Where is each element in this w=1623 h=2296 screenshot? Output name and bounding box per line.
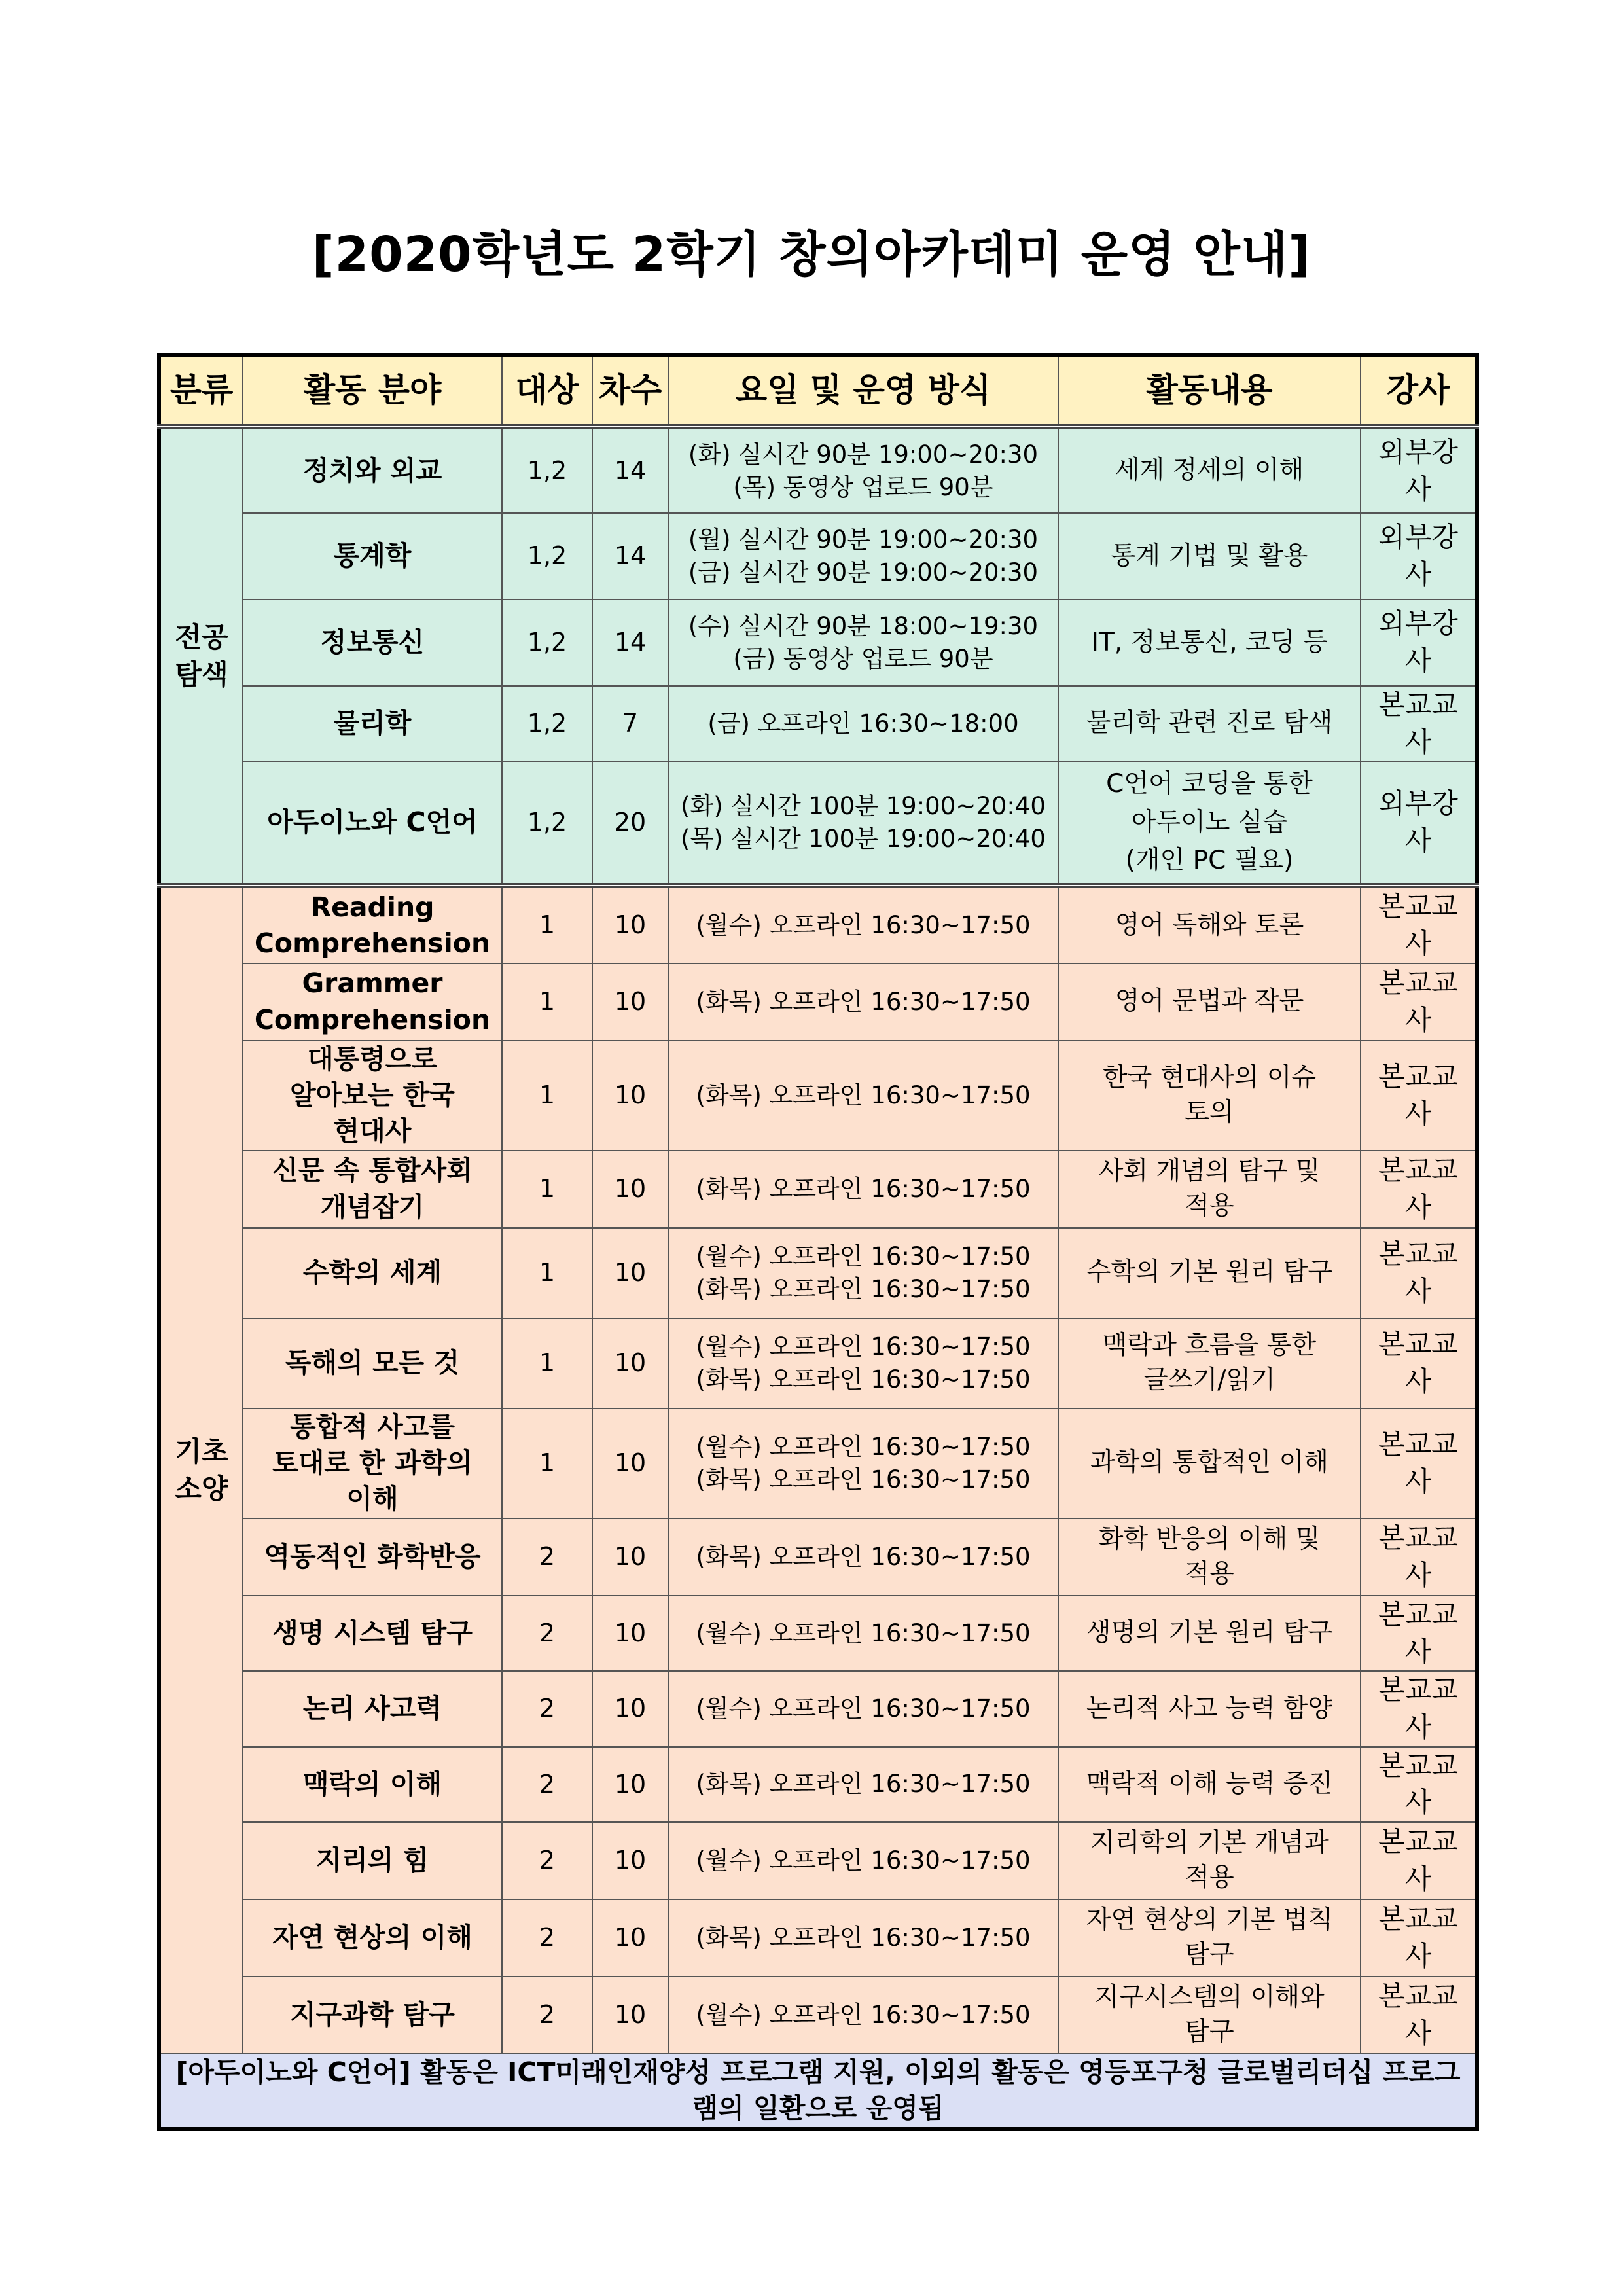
content-cell — [1058, 1977, 1361, 2054]
sessions-cell: 10 — [592, 1977, 668, 2054]
field-cell — [243, 1671, 502, 1746]
instructor-cell: 본교교사 — [1361, 886, 1477, 963]
schedule-cell — [668, 1318, 1058, 1408]
field-cell — [243, 513, 502, 600]
field-line: 물리학 — [333, 708, 412, 740]
field-cell — [243, 686, 502, 761]
target-cell: 1,2 — [502, 513, 592, 600]
instructor-cell: 본교교사 — [1361, 1899, 1477, 1977]
sessions-cell: 10 — [592, 1151, 668, 1228]
category-label: 기초 — [175, 1435, 228, 1468]
field-cell — [243, 761, 502, 886]
field-cell — [243, 963, 502, 1041]
schedule-line: (수) 실시간 90분 18:00~19:30 — [688, 612, 1039, 641]
field-line: 현대사 — [333, 1115, 412, 1147]
field-line: Grammer — [302, 967, 443, 999]
page-title: [2020학년도 2학기 창의아카데미 운영 안내] — [312, 226, 1311, 283]
schedule-line: (금) 실시간 90분 19:00~20:30 — [688, 558, 1039, 586]
content-line: 과학의 통합적인 이해 — [1090, 1448, 1329, 1478]
instructor-cell: 본교교사 — [1361, 963, 1477, 1041]
content-cell — [1058, 1822, 1361, 1899]
content-line: 수학의 기본 원리 탐구 — [1086, 1257, 1333, 1287]
content-line: 물리학 관련 진로 탐색 — [1086, 708, 1333, 738]
header-target: 대상 — [502, 355, 592, 427]
table-row — [159, 600, 1477, 686]
field-cell — [243, 1899, 502, 1977]
content-line: 지리학의 기본 개념과 — [1090, 1828, 1329, 1858]
schedule-line: (금) 오프라인 16:30~18:00 — [707, 709, 1019, 738]
field-cell — [243, 1318, 502, 1408]
schedule-cell — [668, 1899, 1058, 1977]
content-cell — [1058, 1518, 1361, 1596]
sessions-cell: 7 — [592, 686, 668, 761]
field-cell — [243, 1151, 502, 1228]
instructor-cell: 본교교사 — [1361, 686, 1477, 761]
target-cell: 2 — [502, 1822, 592, 1899]
target-cell: 2 — [502, 1596, 592, 1671]
instructor-cell: 본교교사 — [1361, 1977, 1477, 2054]
table-row — [159, 1041, 1477, 1151]
table-row — [159, 1408, 1477, 1518]
sessions-cell: 14 — [592, 513, 668, 600]
target-cell: 1,2 — [502, 686, 592, 761]
field-line: 통계학 — [333, 540, 412, 572]
target-cell: 1 — [502, 1318, 592, 1408]
table-row — [159, 1596, 1477, 1671]
content-line: 영어 독해와 토론 — [1115, 910, 1304, 940]
field-line: 수학의 세계 — [302, 1257, 442, 1289]
content-line: 적용 — [1185, 1191, 1234, 1221]
sessions-cell: 10 — [592, 1041, 668, 1151]
schedule-line: (월수) 오프라인 16:30~17:50 — [696, 1242, 1031, 1270]
content-cell — [1058, 963, 1361, 1041]
content-line: 영어 문법과 작문 — [1115, 986, 1304, 1016]
content-line: 글쓰기/읽기 — [1143, 1365, 1275, 1395]
field-line: 역동적인 화학반응 — [264, 1541, 481, 1573]
target-cell: 1 — [502, 1151, 592, 1228]
schedule-cell — [668, 1822, 1058, 1899]
field-line: 토대로 한 과학의 — [272, 1447, 473, 1479]
header-sessions: 차수 — [592, 355, 668, 427]
schedule-line: (금) 동영상 업로드 90분 — [733, 645, 993, 673]
content-cell — [1058, 1151, 1361, 1228]
instructor-cell: 외부강사 — [1361, 761, 1477, 886]
sessions-cell: 10 — [592, 1747, 668, 1822]
content-line: 통계 기법 및 활용 — [1111, 541, 1308, 571]
field-cell — [243, 1747, 502, 1822]
schedule-cell — [668, 1408, 1058, 1518]
table-row — [159, 1899, 1477, 1977]
instructor-cell: 본교교사 — [1361, 1518, 1477, 1596]
content-cell — [1058, 1671, 1361, 1746]
content-line: 논리적 사고 능력 함양 — [1086, 1693, 1333, 1723]
category-major — [159, 427, 243, 886]
schedule-cell — [668, 1518, 1058, 1596]
target-cell: 2 — [502, 1518, 592, 1596]
schedule-line: (월수) 오프라인 16:30~17:50 — [696, 1432, 1031, 1461]
content-line: 화학 반응의 이해 및 — [1098, 1524, 1321, 1554]
content-line: 적용 — [1185, 1558, 1234, 1588]
content-line: 아두이노 실습 — [1131, 807, 1288, 837]
target-cell: 1 — [502, 963, 592, 1041]
table-row — [159, 963, 1477, 1041]
field-line: 논리 사고력 — [302, 1693, 442, 1725]
schedule-line: (화목) 오프라인 16:30~17:50 — [696, 1770, 1031, 1799]
schedule-cell — [668, 427, 1058, 513]
field-cell — [243, 1518, 502, 1596]
table-row — [159, 1151, 1477, 1228]
field-line: Comprehension — [254, 927, 491, 960]
schedule-cell — [668, 1747, 1058, 1822]
sessions-cell: 10 — [592, 1671, 668, 1746]
schedule-line: (화목) 오프라인 16:30~17:50 — [696, 1923, 1031, 1952]
category-label: 소양 — [175, 1473, 228, 1505]
target-cell: 1 — [502, 886, 592, 963]
field-cell — [243, 1041, 502, 1151]
content-line: 토의 — [1185, 1097, 1234, 1127]
instructor-cell: 본교교사 — [1361, 1318, 1477, 1408]
target-cell: 1,2 — [502, 600, 592, 686]
schedule-line: (화목) 오프라인 16:30~17:50 — [696, 987, 1031, 1016]
sessions-cell: 10 — [592, 886, 668, 963]
schedule-cell — [668, 886, 1058, 963]
note-row — [159, 2054, 1477, 2129]
schedule-cell — [668, 1977, 1058, 2054]
program-table — [157, 353, 1479, 2131]
field-line: 신문 속 통합사회 — [272, 1155, 473, 1187]
schedule-cell — [668, 1671, 1058, 1746]
field-line: 개념잡기 — [320, 1191, 425, 1223]
sessions-cell: 10 — [592, 1822, 668, 1899]
content-cell — [1058, 600, 1361, 686]
header-category: 분류 — [159, 355, 243, 427]
instructor-cell: 외부강사 — [1361, 600, 1477, 686]
content-line: 자연 현상의 기본 법칙 — [1086, 1905, 1333, 1935]
field-line: 지리의 힘 — [315, 1844, 429, 1876]
category-label: 탐색 — [175, 658, 228, 691]
instructor-cell: 본교교사 — [1361, 1228, 1477, 1318]
content-line: 탐구 — [1185, 1939, 1234, 1969]
schedule-line: (화) 실시간 90분 19:00~20:30 — [688, 440, 1039, 469]
sessions-cell: 10 — [592, 963, 668, 1041]
header-field: 활동 분야 — [243, 355, 502, 427]
table-row — [159, 1318, 1477, 1408]
schedule-line: (월) 실시간 90분 19:00~20:30 — [688, 526, 1039, 554]
content-cell — [1058, 1747, 1361, 1822]
content-cell — [1058, 1041, 1361, 1151]
table-row — [159, 1977, 1477, 2054]
content-line: 한국 현대사의 이슈 — [1102, 1063, 1317, 1093]
instructor-cell: 본교교사 — [1361, 1596, 1477, 1671]
target-cell: 2 — [502, 1899, 592, 1977]
content-cell — [1058, 1899, 1361, 1977]
header-schedule: 요일 및 운영 방식 — [668, 355, 1058, 427]
schedule-line: (월수) 오프라인 16:30~17:50 — [696, 1846, 1031, 1874]
schedule-line: (월수) 오프라인 16:30~17:50 — [696, 1332, 1031, 1361]
instructor-cell: 본교교사 — [1361, 1747, 1477, 1822]
target-cell: 1 — [502, 1041, 592, 1151]
field-line: Reading — [310, 891, 435, 923]
schedule-cell — [668, 686, 1058, 761]
schedule-line: (월수) 오프라인 16:30~17:50 — [696, 2000, 1031, 2029]
content-line: 사회 개념의 탐구 및 — [1098, 1157, 1321, 1187]
table-row — [159, 1671, 1477, 1746]
sessions-cell: 10 — [592, 1596, 668, 1671]
target-cell: 2 — [502, 1671, 592, 1746]
table-row — [159, 1747, 1477, 1822]
schedule-line: (화) 실시간 100분 19:00~20:40 — [681, 791, 1046, 820]
program-note: [아두이노와 C언어] 활동은 ICT미래인재양성 프로그램 지원, 이외의 활동은 영등포구청 글로벌리더십 프로그램의 일환으로 운영됨 — [159, 2054, 1477, 2129]
table-row — [159, 1228, 1477, 1318]
sessions-cell: 10 — [592, 1408, 668, 1518]
schedule-cell — [668, 1596, 1058, 1671]
content-line: C언어 코딩을 통한 — [1106, 769, 1313, 799]
sessions-cell: 10 — [592, 1518, 668, 1596]
schedule-line: (화목) 오프라인 16:30~17:50 — [696, 1465, 1031, 1494]
table-row — [159, 686, 1477, 761]
schedule-line: (화목) 오프라인 16:30~17:50 — [696, 1081, 1031, 1109]
content-line: 적용 — [1185, 1862, 1234, 1892]
schedule-cell — [668, 761, 1058, 886]
field-cell — [243, 600, 502, 686]
content-line: 탐구 — [1185, 2017, 1234, 2047]
instructor-cell: 본교교사 — [1361, 1822, 1477, 1899]
field-line: 아두이노와 C언어 — [267, 806, 478, 838]
instructor-cell: 외부강사 — [1361, 427, 1477, 513]
content-line: IT, 정보통신, 코딩 등 — [1091, 627, 1328, 657]
sessions-cell: 14 — [592, 427, 668, 513]
table-row — [159, 427, 1477, 513]
header-row — [159, 355, 1477, 427]
target-cell: 1,2 — [502, 761, 592, 886]
schedule-line: (화목) 오프라인 16:30~17:50 — [696, 1365, 1031, 1393]
field-cell — [243, 1408, 502, 1518]
schedule-cell — [668, 1041, 1058, 1151]
schedule-line: (화목) 오프라인 16:30~17:50 — [696, 1174, 1031, 1203]
field-line: 알아보는 한국 — [290, 1079, 455, 1111]
field-cell — [243, 1822, 502, 1899]
table-row — [159, 761, 1477, 886]
field-line: 맥락의 이해 — [302, 1768, 442, 1800]
category-basic — [159, 886, 243, 2054]
target-cell: 1 — [502, 1408, 592, 1518]
instructor-cell: 본교교사 — [1361, 1671, 1477, 1746]
field-line: 독해의 모든 것 — [285, 1347, 460, 1379]
content-cell — [1058, 427, 1361, 513]
field-line: 대통령으로 — [307, 1043, 438, 1075]
field-cell — [243, 1596, 502, 1671]
table-row — [159, 886, 1477, 963]
header-instructor: 강사 — [1361, 355, 1477, 427]
instructor-cell: 본교교사 — [1361, 1151, 1477, 1228]
schedule-cell — [668, 1228, 1058, 1318]
target-cell: 2 — [502, 1747, 592, 1822]
schedule-cell — [668, 513, 1058, 600]
field-line: Comprehension — [254, 1003, 491, 1035]
field-cell — [243, 427, 502, 513]
field-line: 이해 — [346, 1483, 399, 1515]
content-cell — [1058, 1408, 1361, 1518]
schedule-cell — [668, 600, 1058, 686]
content-line: 세계 정세의 이해 — [1115, 456, 1304, 486]
content-cell — [1058, 1228, 1361, 1318]
field-line: 자연 현상의 이해 — [272, 1922, 473, 1954]
content-cell — [1058, 513, 1361, 600]
field-line: 정치와 외교 — [302, 454, 442, 486]
sessions-cell: 20 — [592, 761, 668, 886]
field-line: 지구과학 탐구 — [290, 1999, 455, 2031]
sessions-cell: 10 — [592, 1318, 668, 1408]
target-cell: 2 — [502, 1977, 592, 2054]
schedule-cell — [668, 963, 1058, 1041]
sessions-cell: 14 — [592, 600, 668, 686]
schedule-line: (화목) 오프라인 16:30~17:50 — [696, 1274, 1031, 1303]
field-cell — [243, 886, 502, 963]
field-line: 정보통신 — [320, 626, 425, 658]
content-line: (개인 PC 필요) — [1125, 846, 1294, 876]
field-cell — [243, 1977, 502, 2054]
content-line: 생명의 기본 원리 탐구 — [1086, 1618, 1333, 1648]
content-line: 맥락과 흐름을 통한 — [1102, 1331, 1317, 1361]
schedule-line: (월수) 오프라인 16:30~17:50 — [696, 1694, 1031, 1723]
field-line: 통합적 사고를 — [290, 1410, 455, 1443]
table-row — [159, 1822, 1477, 1899]
content-cell — [1058, 686, 1361, 761]
sessions-cell: 10 — [592, 1899, 668, 1977]
header-content: 활동내용 — [1058, 355, 1361, 427]
instructor-cell: 본교교사 — [1361, 1408, 1477, 1518]
field-cell — [243, 1228, 502, 1318]
field-line: 생명 시스템 탐구 — [272, 1617, 473, 1649]
schedule-line: (월수) 오프라인 16:30~17:50 — [696, 1619, 1031, 1647]
schedule-cell — [668, 1151, 1058, 1228]
content-cell — [1058, 1596, 1361, 1671]
content-cell — [1058, 886, 1361, 963]
content-cell — [1058, 1318, 1361, 1408]
schedule-line: (목) 동영상 업로드 90분 — [733, 473, 993, 501]
schedule-line: (월수) 오프라인 16:30~17:50 — [696, 911, 1031, 940]
sessions-cell: 10 — [592, 1228, 668, 1318]
target-cell: 1 — [502, 1228, 592, 1318]
category-label: 전공 — [175, 621, 228, 653]
table-row — [159, 513, 1477, 600]
instructor-cell: 외부강사 — [1361, 513, 1477, 600]
schedule-line: (목) 실시간 100분 19:00~20:40 — [681, 824, 1046, 853]
content-line: 지구시스템의 이해와 — [1094, 1982, 1325, 2013]
target-cell: 1,2 — [502, 427, 592, 513]
content-line: 맥락적 이해 능력 증진 — [1086, 1768, 1333, 1799]
schedule-line: (화목) 오프라인 16:30~17:50 — [696, 1542, 1031, 1571]
content-cell — [1058, 761, 1361, 886]
table-row — [159, 1518, 1477, 1596]
instructor-cell: 본교교사 — [1361, 1041, 1477, 1151]
